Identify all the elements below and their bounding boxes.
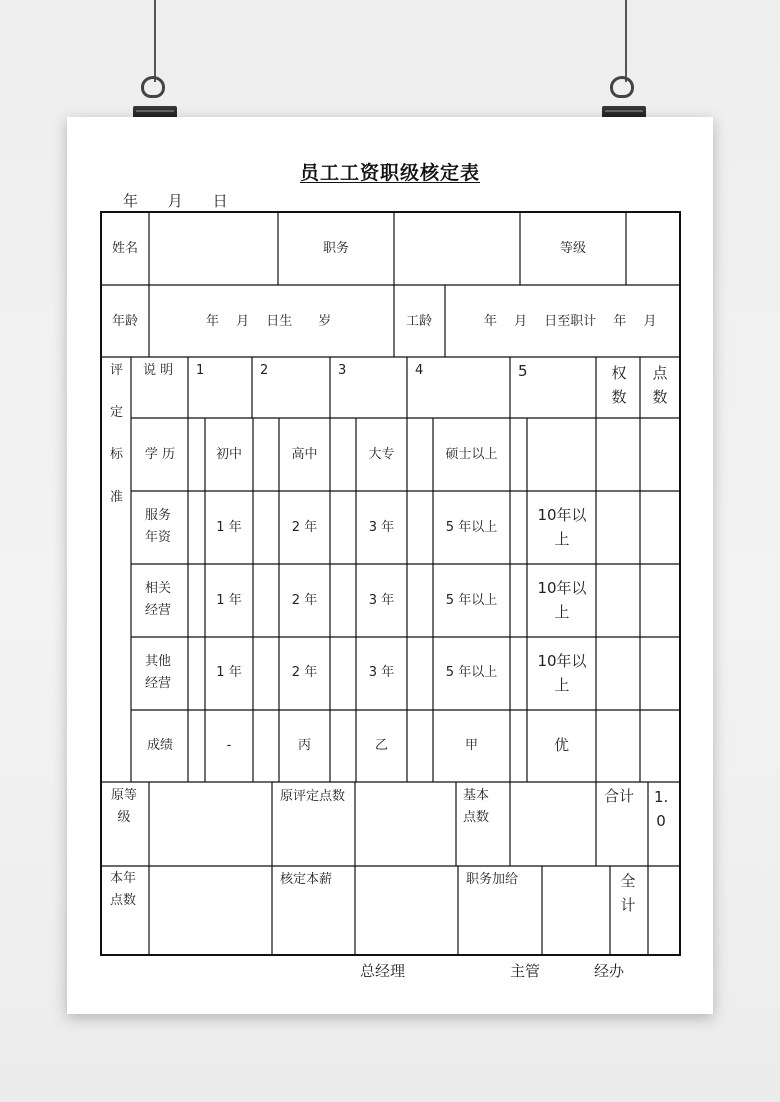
row-performance-label: 成绩 (146, 738, 173, 753)
row-service-v5: 10年以上 (537, 506, 587, 548)
weight-header: 权数 (611, 364, 627, 406)
row-performance-v5: 优 (553, 736, 569, 754)
level-2-header: 2 (260, 363, 269, 378)
supervisor-signature: 主管 (510, 962, 541, 980)
position-allowance-label: 职务加给 (466, 872, 519, 887)
criteria-char-3: 标 (110, 447, 124, 462)
row-education-v4: 硕士以上 (445, 447, 498, 462)
year-points-label: 本年点数 (110, 871, 137, 908)
row-related-v5: 10年以上 (537, 579, 587, 621)
birth-date-field[interactable]: 年 月 日生 岁 (206, 314, 332, 329)
row-education-label: 学 历 (144, 447, 176, 462)
grade-label: 等级 (559, 241, 586, 256)
total-value: 1.0 (654, 788, 669, 830)
age-label: 年龄 (112, 314, 139, 329)
approved-salary-label: 核定本薪 (280, 872, 333, 887)
row-other-v5: 10年以上 (537, 652, 587, 694)
desc-header: 说 明 (143, 363, 174, 378)
row-performance-v4: 甲 (464, 738, 478, 753)
row-other-v3: 3 年 (368, 665, 395, 680)
row-service-label: 服务年资 (144, 508, 171, 545)
level-1-header: 1 (196, 363, 205, 378)
criteria-char-1: 评 (110, 363, 124, 378)
seniority-label: 工龄 (406, 314, 433, 329)
row-other-v4: 5 年以上 (445, 665, 498, 680)
row-education-v1: 初中 (215, 447, 242, 462)
level-3-header: 3 (338, 363, 347, 378)
row-related-v2: 2 年 (291, 593, 318, 608)
date-month: 月 (167, 192, 183, 210)
basic-points-label: 基本点数 (463, 788, 490, 825)
row-service-v4: 5 年以上 (445, 520, 498, 535)
orig-grade-label: 原等级 (110, 788, 137, 825)
total-label: 合计 (604, 787, 635, 805)
row-other-v1: 1 年 (216, 665, 242, 680)
general-manager-signature: 总经理 (360, 962, 406, 980)
grade-field[interactable] (627, 213, 679, 284)
row-performance-v1: - (226, 738, 232, 753)
name-label: 姓名 (112, 241, 139, 256)
grand-total-label: 全计 (620, 872, 636, 914)
row-related-v4: 5 年以上 (445, 593, 498, 608)
handler-signature: 经办 (594, 962, 625, 980)
row-related-label: 相关经营 (144, 581, 171, 618)
level-5-header: 5 (518, 362, 528, 380)
row-service-v1: 1 年 (216, 520, 242, 535)
date-year: 年 (123, 192, 139, 210)
criteria-char-4: 准 (110, 490, 124, 505)
row-performance-v3: 乙 (374, 738, 388, 753)
form-title: 员工工资职级核定表 (299, 162, 480, 184)
row-education-v3: 大专 (368, 447, 395, 462)
level-4-header: 4 (415, 363, 424, 378)
row-service-v3: 3 年 (368, 520, 395, 535)
row-other-label: 其他经营 (144, 654, 171, 691)
row-performance-v2: 丙 (297, 738, 311, 753)
row-related-v3: 3 年 (368, 593, 395, 608)
row-related-v1: 1 年 (216, 593, 242, 608)
row-service-v2: 2 年 (291, 520, 318, 535)
seniority-field[interactable]: 年 月 日至职计 年 月 (484, 314, 657, 329)
row-education-v2: 高中 (291, 447, 318, 462)
row-other-v2: 2 年 (291, 665, 318, 680)
points-header: 点数 (652, 364, 668, 406)
date-day: 日 (212, 192, 228, 210)
orig-points-label: 原评定点数 (280, 789, 346, 804)
position-field[interactable] (395, 213, 519, 284)
name-field[interactable] (150, 213, 277, 284)
criteria-char-2: 定 (110, 405, 124, 420)
position-label: 职务 (322, 241, 349, 256)
